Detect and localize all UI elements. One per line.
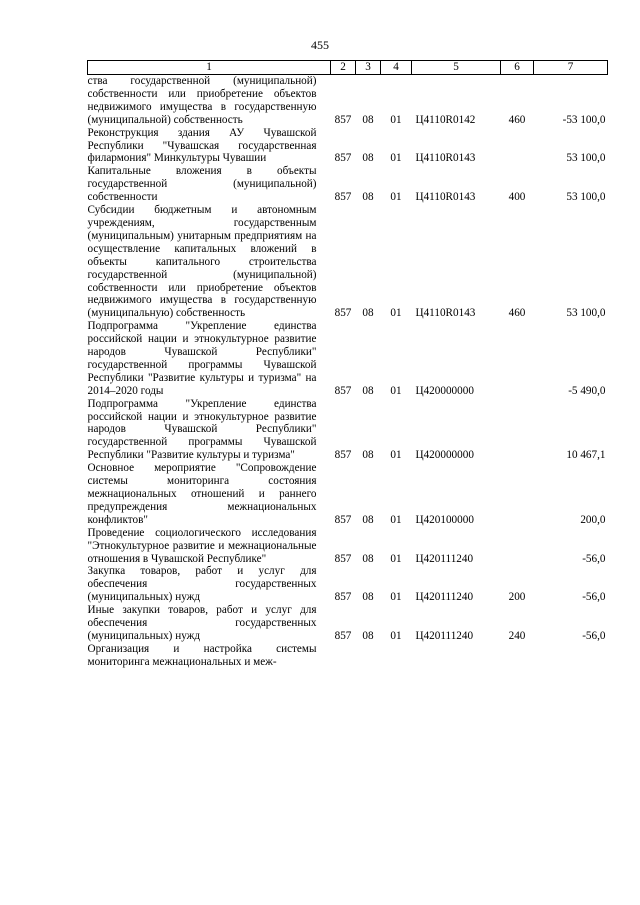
row-target-code: Ц4110R0143 [415,191,476,204]
page-number: 455 [311,38,329,52]
row-amount: -56,0 [582,591,606,604]
row-expense-type [501,127,534,166]
row-ministry-code: 857 [334,113,352,126]
row-amount [534,643,608,669]
row-name-cell: Организация и настройка системы мониторинга межнациональных и меж- [87,642,317,668]
row-ministry-code: 857 [334,513,352,526]
row-expense-type: 240 [508,629,526,642]
header-cell: 2 [331,61,356,75]
header-row [88,61,608,75]
budget-table [87,60,608,669]
row-section-code: 08 [362,513,374,526]
table-row [88,204,608,320]
row-expense-type [501,320,534,397]
header-cell: 6 [501,61,534,75]
row-target-code: Ц4110R0143 [415,307,476,320]
row-amount: 10 467,1 [566,449,606,462]
row-amount: -56,0 [582,629,606,642]
row-subsection-code: 01 [390,552,402,565]
row-section-code: 08 [362,307,374,320]
row-amount: 53 100,0 [566,307,606,320]
row-name-cell: Субсидии бюджетным и автономным учреждениям, государственным (муниципальным) унитарным предприятиям на осуществление капитальных вложений в объекты капитального строительства государственной (муниципальной) собственности или приобретение объектов недвижимого имущества в государственную (муниципальную) собственность [87,204,317,320]
row-subsection-code: 01 [390,384,402,397]
table-row [88,127,608,166]
row-subsection-code [381,643,412,669]
row-ministry-code: 857 [334,307,352,320]
row-ministry-code: 857 [334,384,352,397]
row-section-code: 08 [362,384,374,397]
header-cell: 7 [534,61,608,75]
row-expense-type: 400 [508,191,526,204]
row-ministry-code [331,643,356,669]
row-ministry-code: 857 [334,552,352,565]
table-row [88,165,608,204]
row-section-code: 08 [362,449,374,462]
row-target-code: Ц420111240 [415,591,474,604]
row-name-cell: Закупка товаров, работ и услуг для обеспечения государственных (муниципальных) нужд [87,565,317,604]
row-expense-type [501,643,534,669]
row-ministry-code: 857 [334,449,352,462]
row-target-code: Ц420000000 [415,384,474,397]
row-subsection-code: 01 [390,629,402,642]
row-section-code: 08 [362,191,374,204]
row-section-code: 08 [362,629,374,642]
table-row [88,527,608,566]
row-subsection-code: 01 [390,307,402,320]
row-ministry-code: 857 [334,629,352,642]
row-name-cell: Основное мероприятие "Сопровождение системы мониторинга состояния межнациональных отношений и раннего предупреждения межнациональных конфликтов" [87,462,317,526]
header-cell: 5 [412,61,501,75]
row-section-code: 08 [362,552,374,565]
row-amount: -56,0 [582,552,606,565]
header-cell: 1 [88,61,331,75]
row-expense-type [501,462,534,527]
row-name-cell: Иные закупки товаров, работ и услуг для обеспечения государственных (муниципальных) нужд [87,604,317,642]
row-section-code [356,643,381,669]
table-row [88,604,608,643]
row-target-code: Ц420100000 [415,513,474,526]
row-amount: -5 490,0 [568,384,606,397]
row-name-cell: Подпрограмма "Укрепление единства российской нации и этнокультурное развитие народов Чувашской Республики" государственной программы Чувашской Республики "Развитие культуры и туризма" [87,397,317,462]
row-subsection-code: 01 [390,113,402,126]
table-row [88,75,608,127]
table-row [88,565,608,604]
row-name-cell: Реконструкция здания АУ Чувашской Республики "Чувашская государственная филармония" Минкультуры Чувашии [87,126,317,165]
row-expense-type [501,398,534,463]
row-target-code: Ц4110R0142 [415,113,476,126]
row-target-code: Ц4110R0143 [415,152,476,165]
row-amount: -53 100,0 [562,113,606,126]
row-target-code: Ц420000000 [415,449,474,462]
row-amount: 53 100,0 [566,191,606,204]
row-name-cell: Подпрограмма "Укрепление единства российской нации и этнокультурное развитие народов Чувашской Республики" государственной программы Чувашской Республики "Развитие культуры и туризма" на 2014–2020 годы [87,320,317,397]
row-subsection-code: 01 [390,152,402,165]
row-target-code: Ц420111240 [415,629,474,642]
row-name-cell: Капитальные вложения в объекты государственной (муниципальной) собственности [87,165,317,204]
row-target-code: Ц420111240 [415,552,474,565]
row-subsection-code: 01 [390,513,402,526]
row-subsection-code: 01 [390,191,402,204]
row-amount: 200,0 [580,513,606,526]
row-section-code: 08 [362,113,374,126]
row-ministry-code: 857 [334,191,352,204]
row-subsection-code: 01 [390,449,402,462]
row-expense-type: 200 [508,591,526,604]
header-cell: 4 [381,61,412,75]
table-row [88,643,608,669]
row-name-cell: Проведение социологического исследования "Этнокультурное развитие и межнациональные отношения в Чувашской Республике" [87,526,317,565]
row-name-cell: ства государственной (муниципальной) собственности или приобретение объектов недвижимого имущества в государственную (муниципальной) собственность [87,75,317,126]
header-cell: 3 [356,61,381,75]
row-ministry-code: 857 [334,591,352,604]
row-ministry-code: 857 [334,152,352,165]
row-section-code: 08 [362,152,374,165]
table-row [88,398,608,463]
row-subsection-code: 01 [390,591,402,604]
table-row [88,320,608,397]
row-section-code: 08 [362,591,374,604]
row-amount: 53 100,0 [566,152,606,165]
row-expense-type: 460 [508,307,526,320]
row-expense-type: 460 [508,113,526,126]
table-row [88,462,608,527]
row-target-code [412,643,501,669]
row-expense-type [501,527,534,566]
